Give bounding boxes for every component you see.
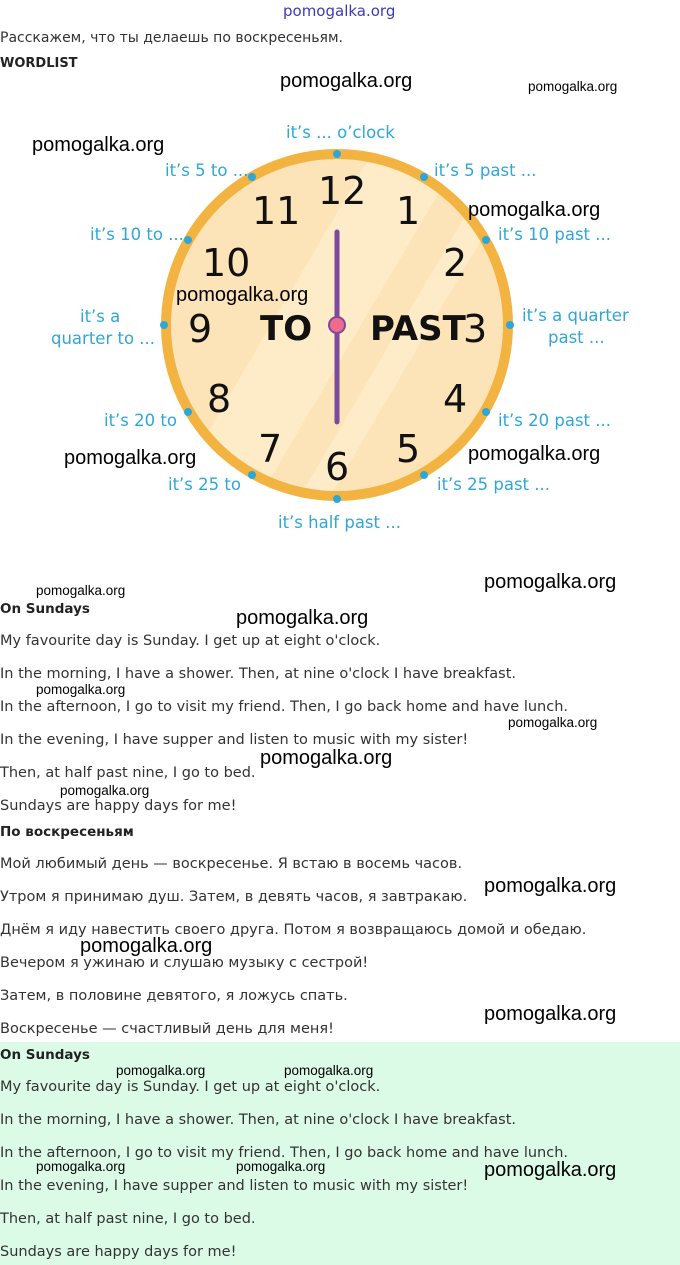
watermark: pomogalka.org xyxy=(176,284,309,306)
russian-line: Мой любимый день — воскресенье. Я встаю в восемь часов. xyxy=(0,856,463,872)
wordlist-heading: WORDLIST xyxy=(0,56,78,71)
label-quarter-past-2: past ... xyxy=(548,328,605,347)
label-half-past: it’s half past ... xyxy=(278,513,401,532)
english-line: In the morning, I have a shower. Then, at nine o'clock I have breakfast. xyxy=(0,666,516,682)
watermark: pomogalka.org xyxy=(36,583,126,598)
clock-number-3: 3 xyxy=(463,307,488,351)
label-ten-to: it’s 10 to ... xyxy=(90,225,184,244)
watermark: pomogalka.org xyxy=(468,443,601,465)
highlight-line: In the morning, I have a shower. Then, at nine o'clock I have breakfast. xyxy=(0,1112,516,1128)
russian-line: Воскресенье — счастливый день для меня! xyxy=(0,1021,334,1037)
label-twentyfive-past: it’s 25 past ... xyxy=(437,475,551,494)
site-link[interactable]: pomogalka.org xyxy=(283,2,396,20)
highlight-line: My favourite day is Sunday. I get up at eight o'clock. xyxy=(0,1079,381,1095)
label-twenty-past: it’s 20 past ... xyxy=(498,411,612,430)
russian-title: По воскресеньям xyxy=(0,824,134,840)
label-ten-past: it’s 10 past ... xyxy=(498,225,612,244)
watermark: pomogalka.org xyxy=(116,1063,206,1078)
clock-number-8: 8 xyxy=(207,377,232,421)
label-twentyfive-to: it’s 25 to xyxy=(168,475,241,494)
watermark: pomogalka.org xyxy=(468,199,601,221)
watermark: pomogalka.org xyxy=(484,571,617,593)
watermark: pomogalka.org xyxy=(236,1159,326,1174)
watermark: pomogalka.org xyxy=(508,715,598,730)
highlight-line: In the evening, I have supper and listen to music with my sister! xyxy=(0,1178,469,1194)
clock-number-9: 9 xyxy=(188,307,213,351)
clock-number-12: 12 xyxy=(318,169,367,213)
russian-line: Затем, в половине девятого, я ложусь спать. xyxy=(0,988,348,1004)
label-five-past: it’s 5 past ... xyxy=(434,161,537,180)
russian-line: Вечером я ужинаю и слушаю музыку с сестрой! xyxy=(0,955,369,971)
clock-number-10: 10 xyxy=(202,241,251,285)
clock-illustration xyxy=(0,110,680,550)
watermark: pomogalka.org xyxy=(36,1159,126,1174)
english-line: Sundays are happy days for me! xyxy=(0,798,237,814)
watermark: pomogalka.org xyxy=(64,447,197,469)
watermark: pomogalka.org xyxy=(60,783,150,798)
label-quarter-past-1: it’s a quarter xyxy=(522,306,629,325)
english-line: In the afternoon, I go to visit my friend. Then, I go back home and have lunch. xyxy=(0,699,569,715)
clock-number-1: 1 xyxy=(396,189,421,233)
clock-word-to: TO xyxy=(260,309,313,349)
english-line: My favourite day is Sunday. I get up at eight o'clock. xyxy=(0,633,381,649)
highlight-title: On Sundays xyxy=(0,1047,90,1063)
watermark: pomogalka.org xyxy=(236,607,369,629)
watermark: pomogalka.org xyxy=(280,70,413,92)
clock-number-2: 2 xyxy=(443,241,468,285)
watermark: pomogalka.org xyxy=(36,682,126,697)
highlight-line: Then, at half past nine, I go to bed. xyxy=(0,1211,256,1227)
intro-text: Расскажем, что ты делаешь по воскресеньям. xyxy=(0,30,343,46)
watermark: pomogalka.org xyxy=(528,79,618,94)
russian-line: Днём я иду навестить своего друга. Потом я возвращаюсь домой и обедаю. xyxy=(0,922,587,938)
highlight-line: In the afternoon, I go to visit my friend. Then, I go back home and have lunch. xyxy=(0,1145,569,1161)
clock-center xyxy=(329,317,345,333)
clock-number-5: 5 xyxy=(396,427,421,471)
label-five-to: it’s 5 to ... xyxy=(165,161,249,180)
label-quarter-to-1: it’s a xyxy=(80,307,121,326)
label-twenty-to: it’s 20 to xyxy=(104,411,177,430)
russian-line: Утром я принимаю душ. Затем, в девять часов, я завтракаю. xyxy=(0,889,468,905)
watermark: pomogalka.org xyxy=(32,134,165,156)
clock-number-7: 7 xyxy=(258,427,283,471)
english-line: Then, at half past nine, I go to bed. xyxy=(0,765,256,781)
watermark: pomogalka.org xyxy=(260,747,393,769)
label-quarter-to-2: quarter to ... xyxy=(51,329,156,348)
watermark: pomogalka.org xyxy=(484,1003,617,1025)
clock-number-4: 4 xyxy=(443,377,468,421)
watermark: pomogalka.org xyxy=(484,1159,617,1181)
label-oclock: it’s ... o’clock xyxy=(286,123,395,142)
english-line: In the evening, I have supper and listen to music with my sister! xyxy=(0,732,469,748)
highlight-line: Sundays are happy days for me! xyxy=(0,1244,237,1260)
english-title: On Sundays xyxy=(0,601,90,617)
watermark: pomogalka.org xyxy=(80,935,213,957)
clock-number-6: 6 xyxy=(325,445,350,489)
watermark: pomogalka.org xyxy=(484,875,617,897)
watermark: pomogalka.org xyxy=(284,1063,374,1078)
clock-word-past: PAST xyxy=(370,309,466,349)
clock-number-11: 11 xyxy=(252,189,301,233)
